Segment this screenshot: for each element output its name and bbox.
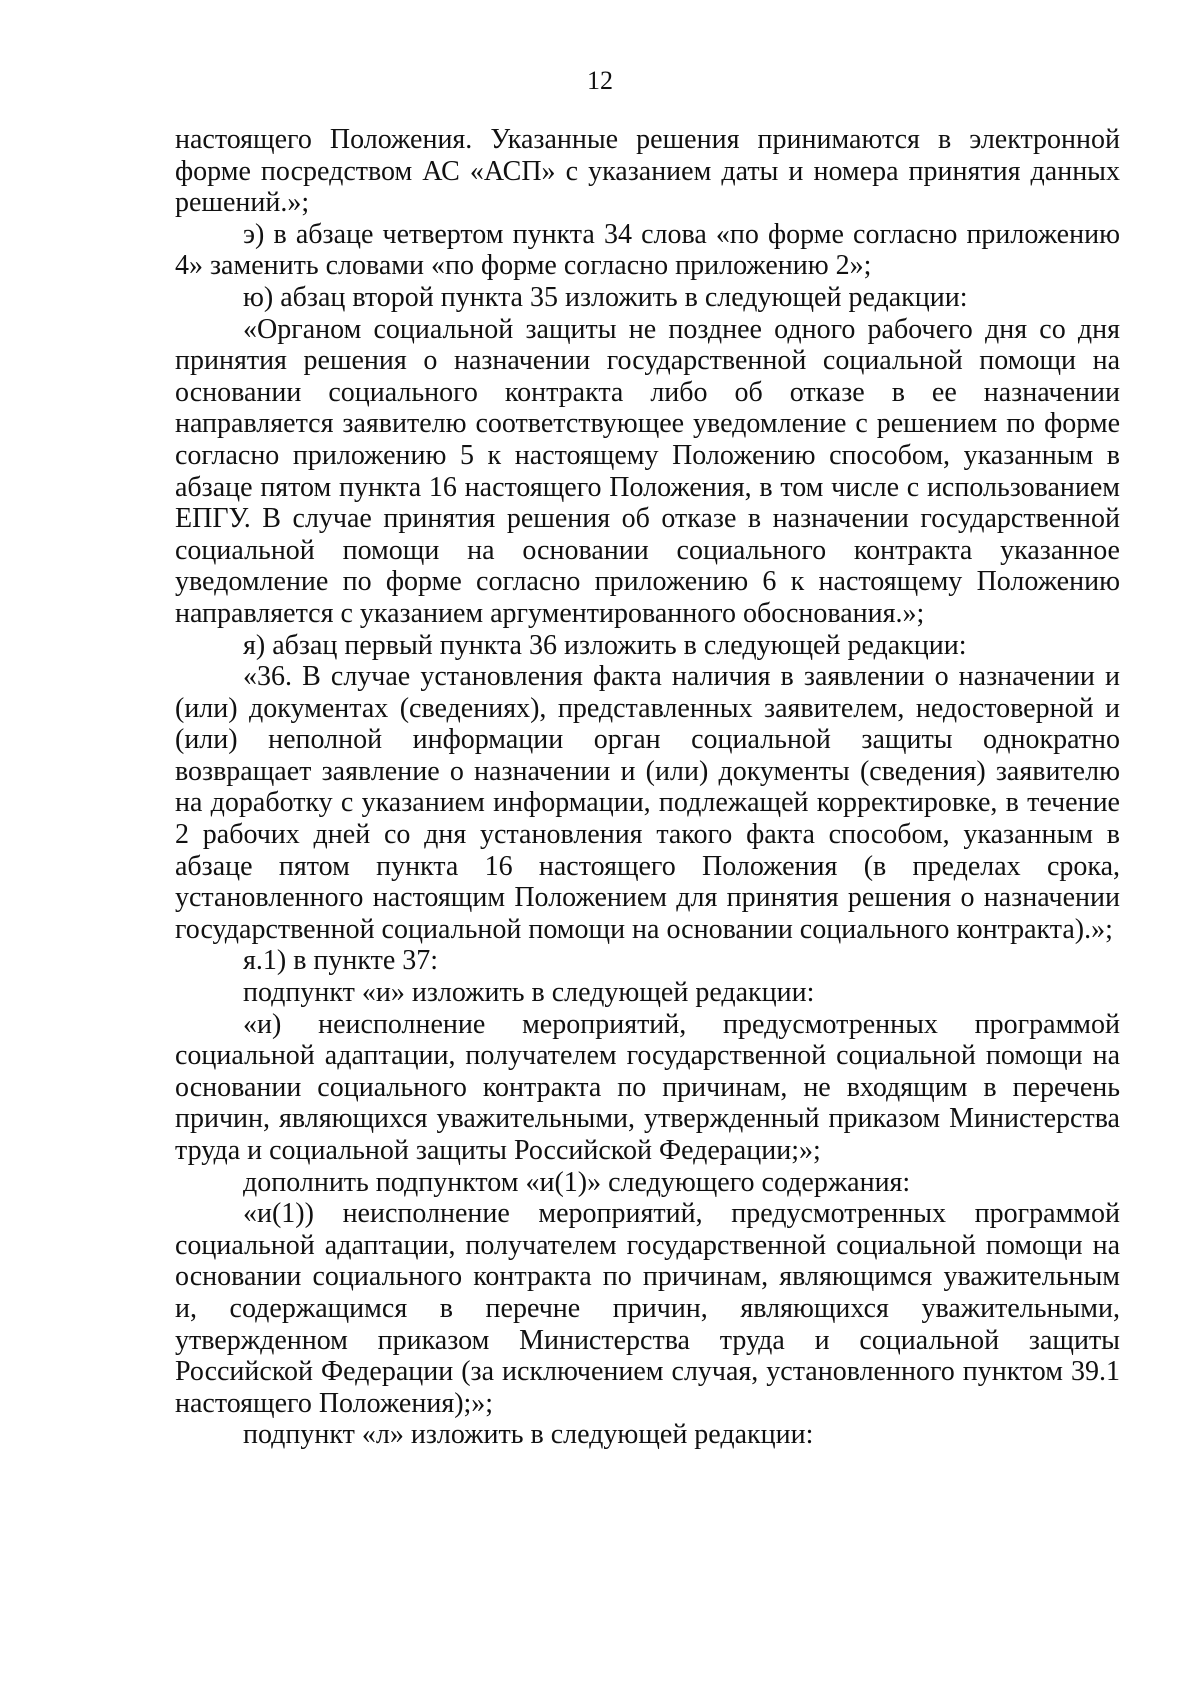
paragraph-10: дополнить подпунктом «и(1)» следующего содержания: — [243, 1166, 911, 1198]
page-number: 12 — [587, 66, 613, 95]
paragraph-2: э) в абзаце четвертом пункта 34 слова «по форме согласно приложению 4» заменить словами «по форме согласно приложению 2»; — [175, 218, 1120, 282]
paragraph-5: я) абзац первый пункта 36 изложить в следующей редакции: — [243, 629, 967, 661]
document-body — [175, 124, 1120, 1451]
paragraph-6: «36. В случае установления факта наличия в заявлении о назначении и (или) документах (сведениях), представленных заявителем, недостоверной и (или) неполной информации орган социальной защиты однократно возвращает заявление о назначении и (или) документы (сведения) заявителю на доработку с указанием информации, подлежащей корректировке, в течение 2 рабочих дней со дня установления такого факта способом, указанным в абзаце пятом пункта 16 настоящего Положения (в пределах срока, установленного настоящим Положением для принятия решения о назначении государственной социальной помощи на основании социального контракта).»; — [175, 661, 1120, 945]
paragraph-11: «и(1)) неисполнение мероприятий, предусмотренных программой социальной адаптации, получателем государственной социальной помощи на основании социального контракта по причинам, являющимся уважительным и, содержащимся в перечне причин, являющихся уважительными, утвержденном приказом Министерства труда и социальной защиты Российской Федерации (за исключением случая, установленного пунктом 39.1 настоящего Положения);»; — [175, 1198, 1120, 1419]
paragraph-4: «Органом социальной защиты не позднее одного рабочего дня со дня принятия решения о назначении государственной социальной помощи на основании социального контракта либо об отказе в ее назначении направляется заявителю соответствующее уведомление с решением по форме согласно приложению 5 к настоящему Положению способом, указанным в абзаце пятом пункта 16 настоящего Положения, в том числе с использованием ЕПГУ. В случае принятия решения об отказе в назначении государственной социальной помощи на основании социального контракта указанное уведомление по форме согласно приложению 6 к настоящему Положению направляется с указанием аргументированного обоснования.»; — [175, 313, 1120, 629]
paragraph-7: я.1) в пункте 37: — [243, 945, 439, 977]
paragraph-1: настоящего Положения. Указанные решения принимаются в электронной форме посредством АС «АСП» с указанием даты и номера принятия данных решений.»; — [175, 124, 1120, 219]
paragraph-12: подпункт «л» изложить в следующей редакции: — [243, 1419, 814, 1451]
paragraph-3: ю) абзац второй пункта 35 изложить в следующей редакции: — [243, 281, 968, 313]
paragraph-8: подпункт «и» изложить в следующей редакции: — [243, 977, 815, 1009]
paragraph-9: «и) неисполнение мероприятий, предусмотренных программой социальной адаптации, получателем государственной социальной помощи на основании социального контракта по причинам, не входящим в перечень причин, являющихся уважительными, утвержденный приказом Министерства труда и социальной защиты Российской Федерации;»; — [175, 1008, 1120, 1166]
